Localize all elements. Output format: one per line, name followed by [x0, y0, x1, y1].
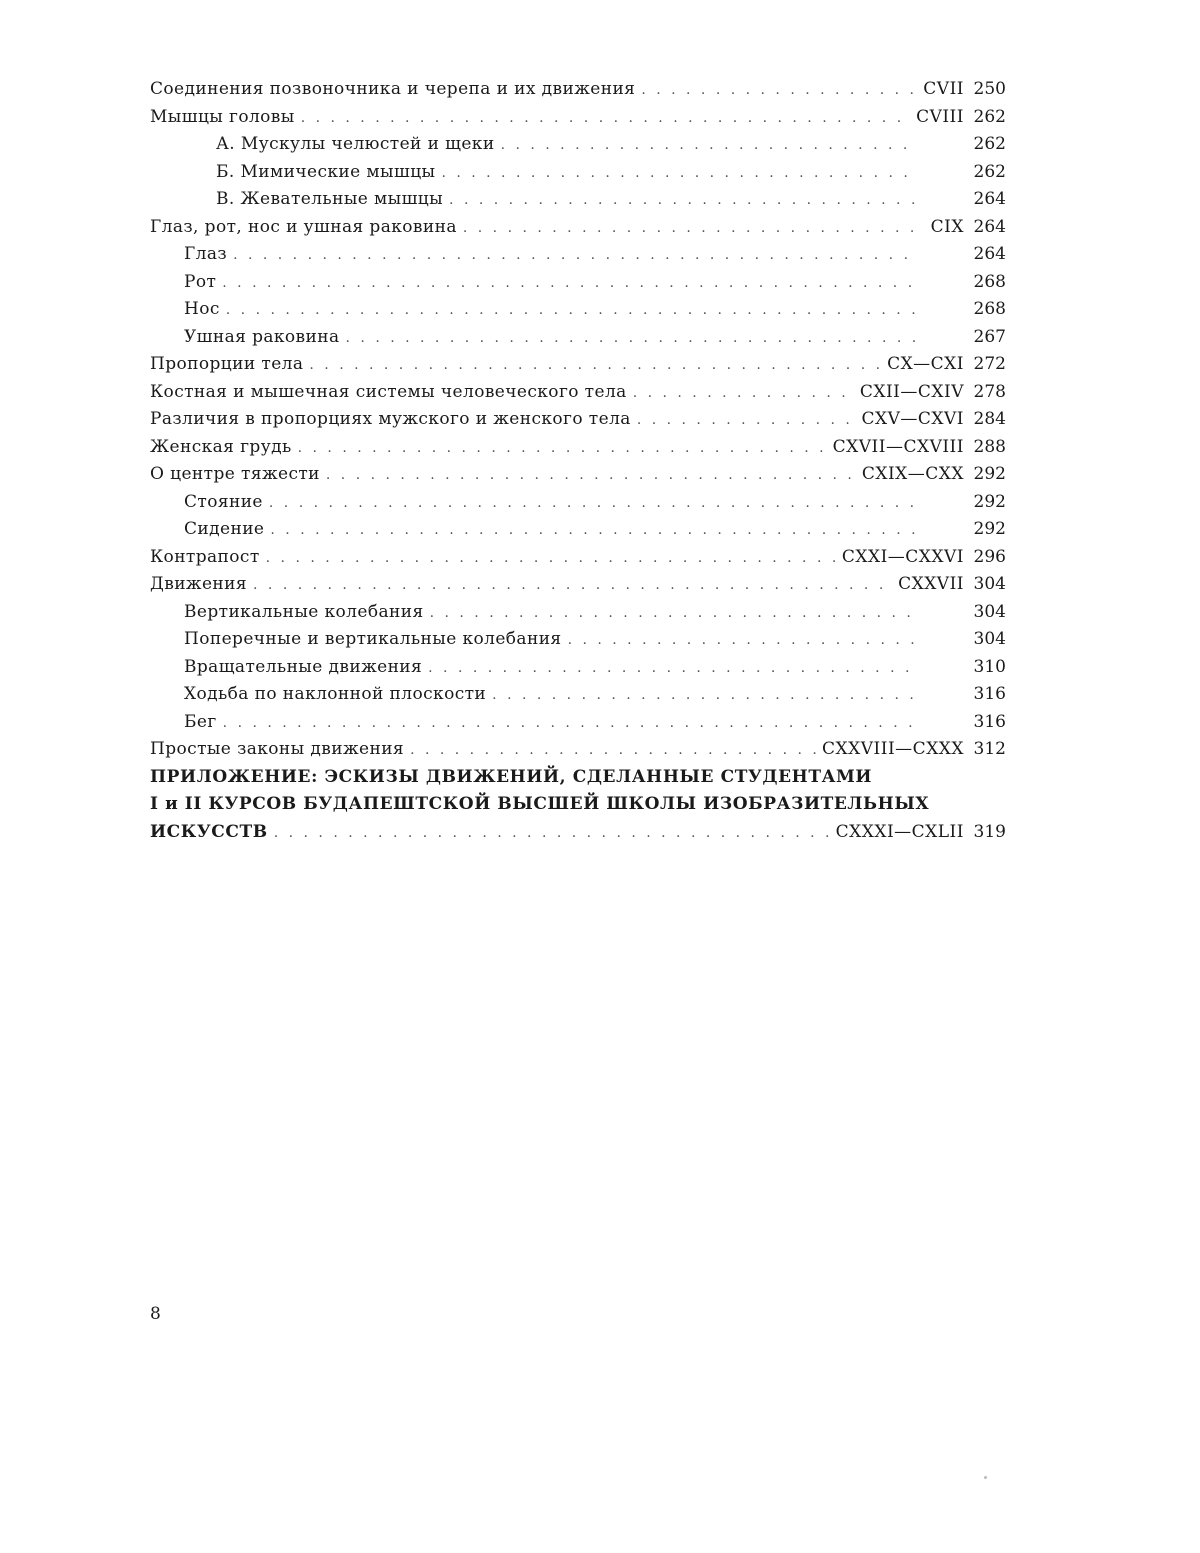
toc-entry: [150, 269, 1006, 297]
toc-entry: [150, 76, 1006, 104]
toc-entry-page: 250: [973, 79, 1006, 99]
toc-entry-title: Вертикальные колебания: [184, 601, 424, 622]
toc-entry-page: 264: [973, 189, 1006, 209]
toc-entry-title: Простые законы движения: [150, 739, 405, 759]
dot-leader: [270, 517, 918, 545]
dot-leader: [430, 600, 918, 628]
toc-entry: [150, 214, 1006, 242]
toc-entry: [150, 654, 1006, 682]
dot-leader: [568, 627, 918, 655]
toc-entry-title: Различия в пропорциях мужского и женского тела: [150, 409, 631, 429]
dot-leader: [410, 737, 816, 765]
dot-leader: [274, 820, 830, 848]
toc-entry-page: 292: [973, 464, 1006, 484]
toc-entry: [150, 159, 1006, 187]
dot-leader: [309, 352, 881, 380]
toc-entry-section: CVIII: [916, 106, 964, 127]
toc-entry-page: 304: [973, 629, 1006, 649]
toc-entry-page: 292: [973, 519, 1006, 539]
dot-leader: [226, 297, 918, 325]
toc-entry-page: 264: [973, 244, 1006, 264]
toc-entry: [150, 104, 1006, 132]
toc-entry: [150, 324, 1006, 352]
toc-entry: [150, 489, 1006, 517]
dot-leader: [266, 545, 836, 573]
toc-entry-title: Контрапост: [150, 546, 260, 567]
dot-leader: [641, 77, 917, 105]
toc-entry-page: 316: [973, 711, 1006, 732]
toc-entry: [150, 296, 1006, 324]
dot-leader: [428, 655, 918, 683]
toc-appendix-entry: [150, 819, 1006, 847]
dot-leader: [449, 187, 918, 215]
toc-entry-title: Глаз: [184, 244, 228, 264]
toc-entry-page: 304: [973, 574, 1006, 594]
dot-leader: [346, 325, 918, 353]
toc-entry-page: 268: [973, 299, 1006, 319]
dot-leader: [441, 160, 918, 188]
toc-entry: [150, 544, 1006, 572]
toc-entry-title: Движения: [150, 574, 248, 594]
dot-leader: [222, 270, 918, 298]
toc-appendix-text: ИСКУССТВ: [150, 821, 268, 842]
table-of-contents: [150, 76, 1006, 846]
toc-entry-title: Вращательные движения: [184, 656, 423, 677]
toc-entry: [150, 186, 1006, 214]
toc-entry-title: Костная и мышечная системы человеческого тела: [150, 381, 627, 402]
toc-appendix-text: ПРИЛОЖЕНИЕ: ЭСКИЗЫ ДВИЖЕНИЙ, СДЕЛАННЫЕ СТУДЕНТАМИ: [150, 766, 873, 787]
toc-entry-title: Ушная раковина: [184, 326, 340, 347]
toc-entry-section: CXXVIII—CXXX: [822, 739, 964, 759]
toc-entry-section: CXII—CXIV: [859, 381, 964, 402]
toc-entry: [150, 626, 1006, 654]
toc-entry-page: 268: [973, 271, 1006, 292]
toc-appendix-line: [150, 791, 1006, 819]
toc-entry: [150, 599, 1006, 627]
toc-entry-title: Глаз, рот, нос и ушная раковина: [150, 216, 457, 237]
toc-entry-title: А. Мускулы челюстей и щеки: [216, 134, 495, 154]
dot-leader: [326, 462, 856, 490]
toc-entry-title: Пропорции тела: [150, 354, 304, 374]
toc-entry: [150, 516, 1006, 544]
toc-entry-section: CXXVII: [898, 574, 964, 594]
toc-entry: [150, 379, 1006, 407]
dot-leader: [269, 490, 918, 518]
scan-speck: [984, 1476, 987, 1479]
toc-entry: [150, 461, 1006, 489]
toc-entry-section: CVII: [923, 79, 964, 99]
toc-entry: [150, 434, 1006, 462]
toc-entry-section: CXV—CXVI: [861, 409, 964, 429]
toc-appendix-text: I и II КУРСОВ БУДАПЕШТСКОЙ ВЫСШЕЙ ШКОЛЫ ИЗОБРАЗИТЕЛЬНЫХ: [150, 794, 930, 814]
toc-entry-page: 310: [973, 656, 1006, 677]
dot-leader: [253, 572, 892, 600]
toc-entry-title: Женская грудь: [150, 436, 292, 457]
toc-entry-page: 316: [973, 684, 1006, 704]
toc-entry-section: CXXXI—CXLII: [835, 821, 964, 842]
toc-entry-title: Бег: [184, 711, 217, 732]
toc-entry: [150, 406, 1006, 434]
toc-entry-page: 296: [973, 546, 1006, 567]
toc-entry-page: 262: [973, 134, 1006, 154]
toc-entry-page: 278: [973, 381, 1006, 402]
toc-entry-page: 288: [973, 436, 1006, 457]
toc-entry-title: Рот: [184, 271, 217, 292]
toc-entry-page: 264: [973, 216, 1006, 237]
toc-entry-page: 284: [973, 409, 1006, 429]
dot-leader: [233, 242, 918, 270]
toc-entry-page: 312: [973, 739, 1006, 759]
toc-entry-section: CX—CXI: [887, 354, 964, 374]
toc-entry: [150, 709, 1006, 737]
toc-entry-page: 319: [973, 821, 1006, 842]
toc-entry: [150, 571, 1006, 599]
dot-leader: [492, 682, 918, 710]
toc-entry-section: CXXI—CXXVI: [841, 546, 964, 567]
toc-entry-title: О центре тяжести: [150, 464, 320, 484]
toc-appendix-line: [150, 764, 1006, 792]
toc-entry: [150, 131, 1006, 159]
dot-leader: [301, 105, 910, 133]
toc-entry: [150, 241, 1006, 269]
toc-entry: [150, 681, 1006, 709]
toc-entry-page: 272: [973, 354, 1006, 374]
dot-leader: [633, 380, 854, 408]
toc-entry: [150, 351, 1006, 379]
toc-entry-page: 262: [973, 161, 1006, 182]
toc-entry-title: Нос: [184, 299, 220, 319]
toc-entry-page: 267: [973, 326, 1006, 347]
toc-entry-title: Сидение: [184, 519, 265, 539]
toc-entry-title: Ходьба по наклонной плоскости: [184, 684, 487, 704]
toc-entry-title: В. Жевательные мышцы: [216, 189, 444, 209]
toc-entry-title: Соединения позвоночника и черепа и их движения: [150, 79, 636, 99]
dot-leader: [223, 710, 918, 738]
toc-entry-page: 304: [973, 601, 1006, 622]
toc-entry-page: 292: [973, 491, 1006, 512]
dot-leader: [298, 435, 827, 463]
toc-entry-title: Мышцы головы: [150, 106, 295, 127]
toc-entry: [150, 736, 1006, 764]
page-number: 8: [150, 1304, 161, 1324]
toc-entry-section: CIX: [930, 216, 964, 237]
toc-entry-page: 262: [973, 106, 1006, 127]
toc-entry-section: CXIX—CXX: [861, 464, 964, 484]
dot-leader: [463, 215, 918, 243]
toc-entry-title: Поперечные и вертикальные колебания: [184, 629, 562, 649]
dot-leader: [501, 132, 918, 160]
toc-entry-title: Б. Мимические мышцы: [216, 161, 436, 182]
toc-entry-section: CXVII—CXVIII: [832, 436, 964, 457]
dot-leader: [637, 407, 856, 435]
toc-entry-title: Стояние: [184, 491, 263, 512]
